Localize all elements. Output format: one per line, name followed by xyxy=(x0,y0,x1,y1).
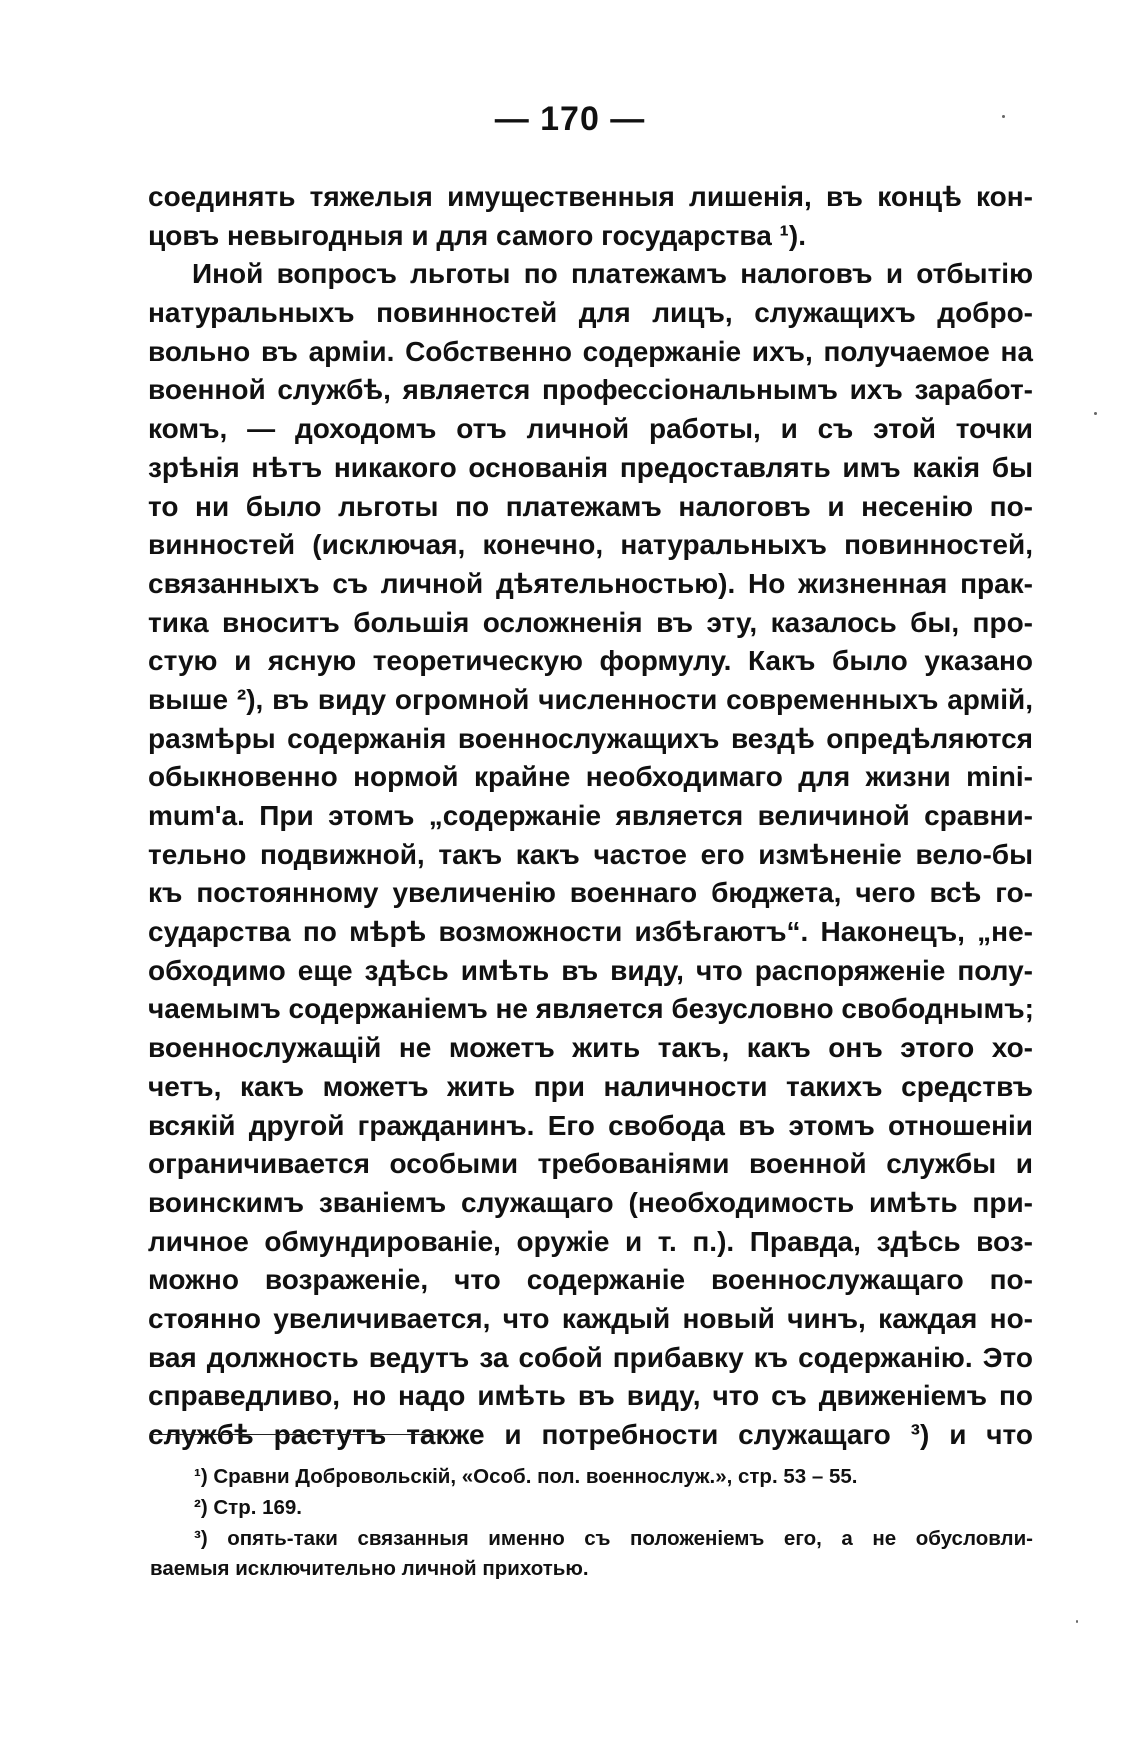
text-line: стую и ясную теоретическую формулу. Какъ было указано xyxy=(148,645,1033,677)
text-line: обыкновенно нормой крайне необходимаго для жизни mini- xyxy=(148,761,1033,793)
text-line: выше ²), въ виду огромной численности современныхъ армій, xyxy=(148,683,1033,715)
footnote-3-continuation: ваемыя исключительно личной прихотью. xyxy=(150,1557,589,1581)
footnote-3: ³) опять-таки связанныя именно съ положеніемъ его, а не обусловли- xyxy=(194,1526,1033,1550)
text-line: Иной вопросъ льготы по платежамъ налоговъ и отбытію xyxy=(192,258,1033,290)
text-line: стоянно увеличивается, что каждый новый чинъ, каждая но- xyxy=(148,1302,1033,1334)
text-line: вая должность ведутъ за собой прибавку къ содержанію. Это xyxy=(148,1341,1033,1373)
text-line: справедливо, но надо имѣть въ виду, что съ движеніемъ по xyxy=(148,1380,1033,1412)
scan-speck xyxy=(1076,1620,1078,1623)
footnote-divider xyxy=(150,1434,442,1435)
text-line: четъ, какъ можетъ жить при наличности такихъ средствъ xyxy=(148,1070,1033,1102)
text-line: mum'а. При этомъ „содержаніе является величиной сравни- xyxy=(148,800,1033,831)
text-line: натуральныхъ повинностей для лицъ, служащихъ добро- xyxy=(148,297,1033,329)
footnotes xyxy=(150,1462,1033,1585)
text-line: ограничивается особыми требованіями военной службы и xyxy=(148,1148,1033,1180)
text-line: обходимо еще здѣсь имѣть въ виду, что распоряженіе полу- xyxy=(148,954,1033,986)
text-line: винностей (исключая, конечно, натуральныхъ повинностей, xyxy=(148,529,1033,561)
text-line: можно возраженіе, что содержаніе военнослужащаго по- xyxy=(148,1264,1033,1296)
text-line: соединять тяжелыя имущественныя лишенія, въ концѣ кон- xyxy=(148,181,1033,212)
text-line: службѣ растутъ также и потребности служащаго ³) и что xyxy=(148,1419,1033,1450)
text-line: къ постоянному увеличенію военнаго бюджета, чего всѣ го- xyxy=(148,877,1033,909)
text-line: чаемымъ содержаніемъ не является безусловно свободнымъ; xyxy=(148,993,1034,1025)
footnote-2: ²) Стр. 169. xyxy=(194,1495,303,1519)
text-line: то ни было льготы по платежамъ налоговъ и несенію по- xyxy=(148,490,1033,522)
scan-speck xyxy=(1094,412,1097,415)
text-line: тельно подвижной, такъ какъ частое его измѣненіе вело-бы xyxy=(148,838,1033,870)
text-line: военной службѣ, является профессіональнымъ ихъ заработ- xyxy=(148,374,1033,406)
scan-speck xyxy=(1002,115,1005,118)
text-line: всякій другой гражданинъ. Его свобода въ этомъ отношеніи xyxy=(148,1109,1033,1141)
text-line: связанныхъ съ личной дѣятельностью). Но жизненная прак- xyxy=(148,567,1033,599)
footnote-1: ¹) Сравни Добровольскій, «Особ. пол. военнослуж.», стр. 53 – 55. xyxy=(194,1465,858,1488)
text-line: воинскимъ званіемъ служащаго (необходимость имѣть при- xyxy=(148,1186,1033,1218)
text-line: личное обмундированіе, оружіе и т. п.). Правда, здѣсь воз- xyxy=(148,1225,1033,1257)
text-line: зрѣнія нѣтъ никакого основанія предоставлять имъ какія бы xyxy=(148,451,1033,483)
text-line: сударства по мѣрѣ возможности избѣгаютъ“. Наконецъ, „не- xyxy=(148,916,1033,948)
text-line: военнослужащій не можетъ жить такъ, какъ онъ этого хо- xyxy=(148,1032,1033,1064)
text-line: вольно въ арміи. Собственно содержаніе ихъ, получаемое на xyxy=(148,335,1033,367)
main-text xyxy=(148,178,1033,1455)
text-line: размѣры содержанія военнослужащихъ вездѣ опредѣляются xyxy=(148,722,1033,754)
text-line: тика вноситъ большія осложненія въ эту, казалось бы, про- xyxy=(148,606,1033,638)
page-number: — 170 — xyxy=(494,100,646,138)
text-line: комъ, — доходомъ отъ личной работы, и съ этой точки xyxy=(148,413,1033,445)
text-line: цовъ невыгодныя и для самого государства ¹). xyxy=(148,219,806,251)
